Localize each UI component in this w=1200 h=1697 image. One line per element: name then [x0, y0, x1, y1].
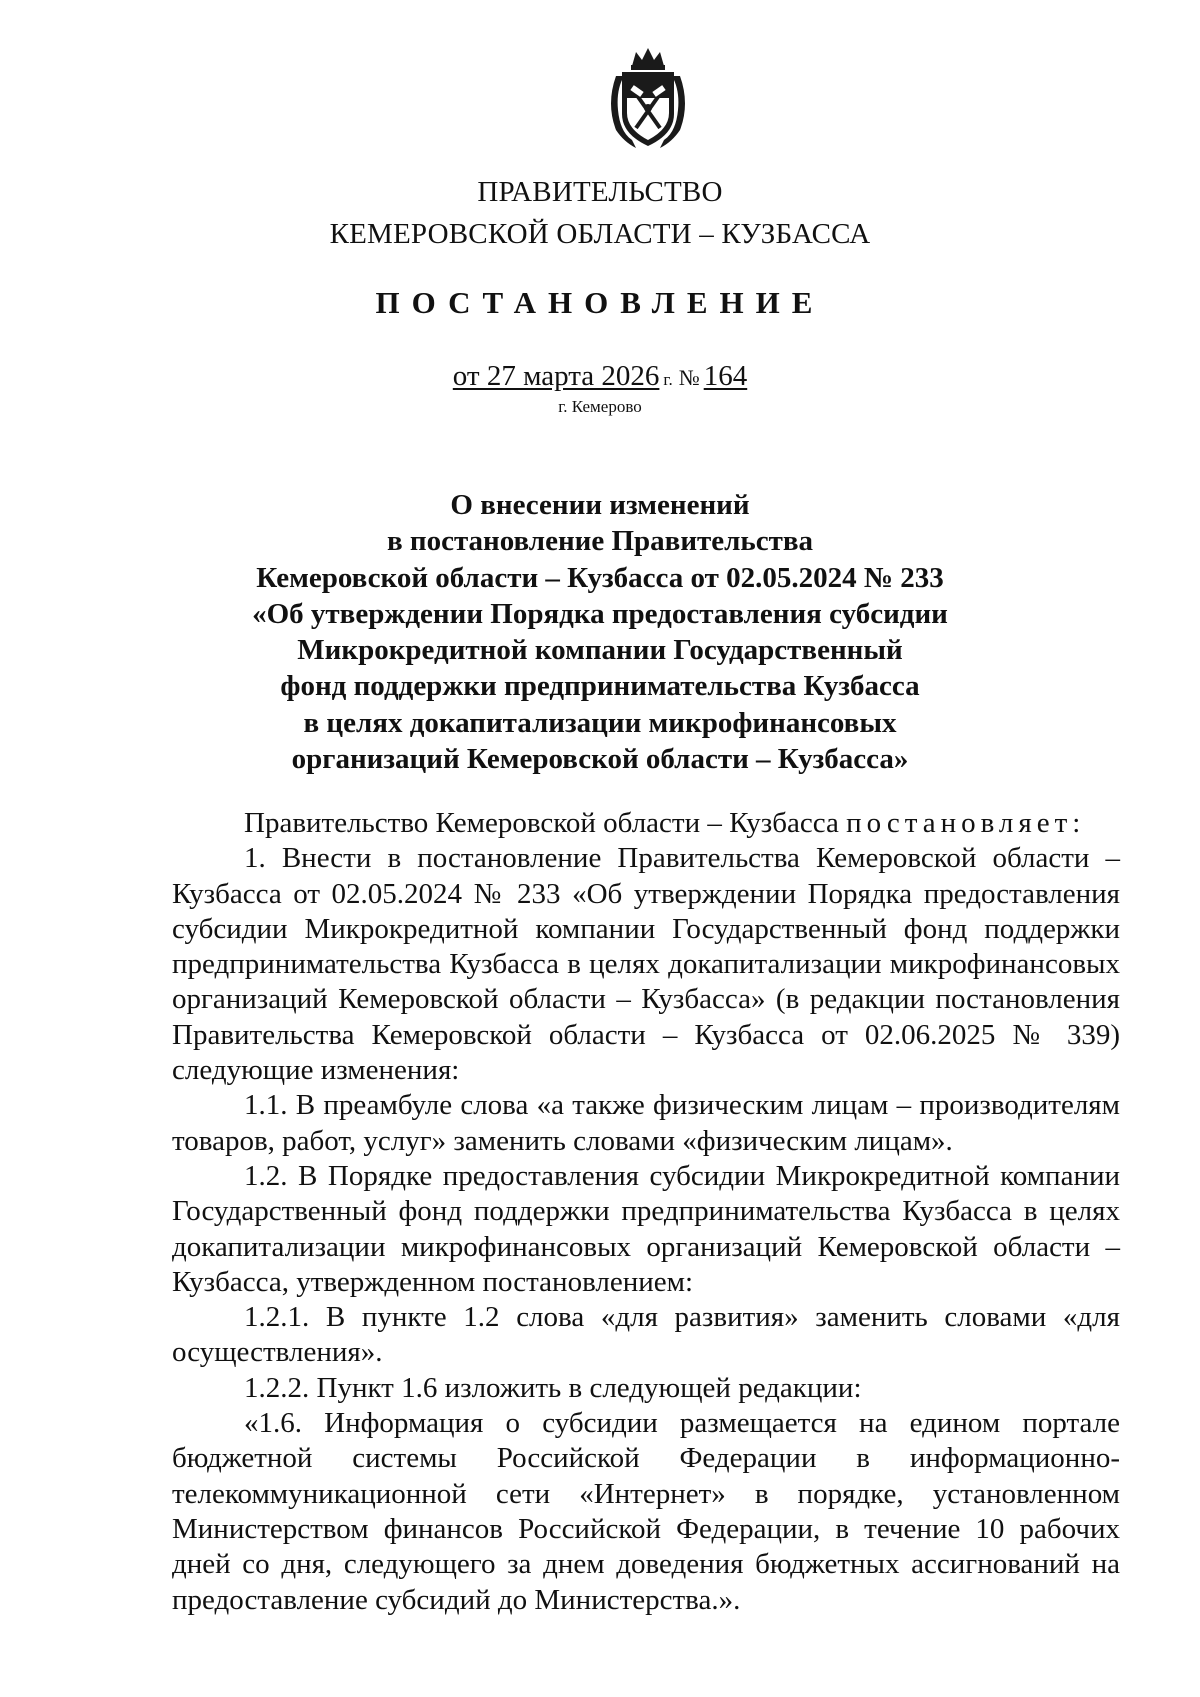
title-line: О внесении изменений [450, 489, 750, 521]
title-line: в постановление Правительства [386, 525, 814, 558]
document-type-title: ПОСТАНОВЛЕНИЕ [375, 285, 825, 320]
intro-decree-word: постановляет: [846, 807, 1086, 839]
document-number: 164 [703, 360, 748, 392]
title-line: фонд поддержки предпринимательства Кузбасса [280, 670, 920, 703]
document-date-number [0, 360, 1200, 393]
resolution-title [240, 487, 960, 777]
intro-lead: Правительство Кемеровской области – Кузбасса [244, 807, 847, 839]
year-suffix: г. [663, 370, 673, 389]
document-date: от 27 марта 2026 [452, 360, 660, 392]
title-line: в целях докапитализации микрофинансовых [303, 706, 897, 739]
document-city: г. Кемерово [558, 397, 642, 416]
paragraph-1-2: 1.2. В Порядке предоставления субсидии Микрокредитной компании Государственный фонд поддержки предпринимательства Кузбасса в целях докапитализации микрофинансовых организаций Кемеровской области – Кузбасса, утвержденном постановлением: [172, 1159, 1120, 1298]
intro-paragraph [172, 806, 1120, 841]
paragraph-1-6-quote: «1.6. Информация о субсидии размещается на едином портале бюджетной системы Российской Федерации в информационно-телекоммуникационной сети «Интернет» в порядке, установленном Министерством финансов Российской Федерации, в течение 10 рабочих дней со дня, следующего за днем доведения бюджетных ассигнований на предоставление субсидий до Министерства.». [172, 1407, 1120, 1616]
title-line: Микрокредитной компании Государственный [297, 634, 903, 667]
government-name-line2: КЕМЕРОВСКОЙ ОБЛАСТИ – КУЗБАССА [329, 218, 871, 250]
title-line: «Об утверждении Порядка предоставления субсидии [252, 597, 948, 630]
paragraph-1-2-2: 1.2.2. Пункт 1.6 изложить в следующей редакции: [244, 1371, 862, 1404]
paragraph-1-2-1: 1.2.1. В пункте 1.2 слова «для развития» заменить словами «для осуществления». [172, 1301, 1120, 1369]
paragraph-1-1: 1.1. В преамбуле слова «а также физическим лицам – производителям товаров, работ, услуг» заменить словами «физическим лицам». [172, 1089, 1120, 1157]
paragraph-1: 1. Внести в постановление Правительства Кемеровской области – Кузбасса от 02.05.2024 № 233 «Об утверждении Порядка предоставления субсидии Микрокредитной компании Государственный фонд поддержки предпринимательства Кузбасса в целях докапитализации микрофинансовых организаций Кемеровской области – Кузбасса» (в редакции постановления Правительства Кемеровской области – Кузбасса от 02.06.2025 № 339) следующие изменения: [172, 842, 1120, 1087]
government-name-line1: ПРАВИТЕЛЬСТВО [477, 176, 723, 208]
number-sign: № [678, 365, 700, 390]
title-line: организаций Кемеровской области – Кузбасса» [291, 743, 909, 776]
resolution-body [172, 806, 1120, 1618]
kuzbass-coat-of-arms-icon [602, 44, 694, 152]
title-line: Кемеровской области – Кузбасса от 02.05.2024 № 233 [256, 561, 944, 594]
